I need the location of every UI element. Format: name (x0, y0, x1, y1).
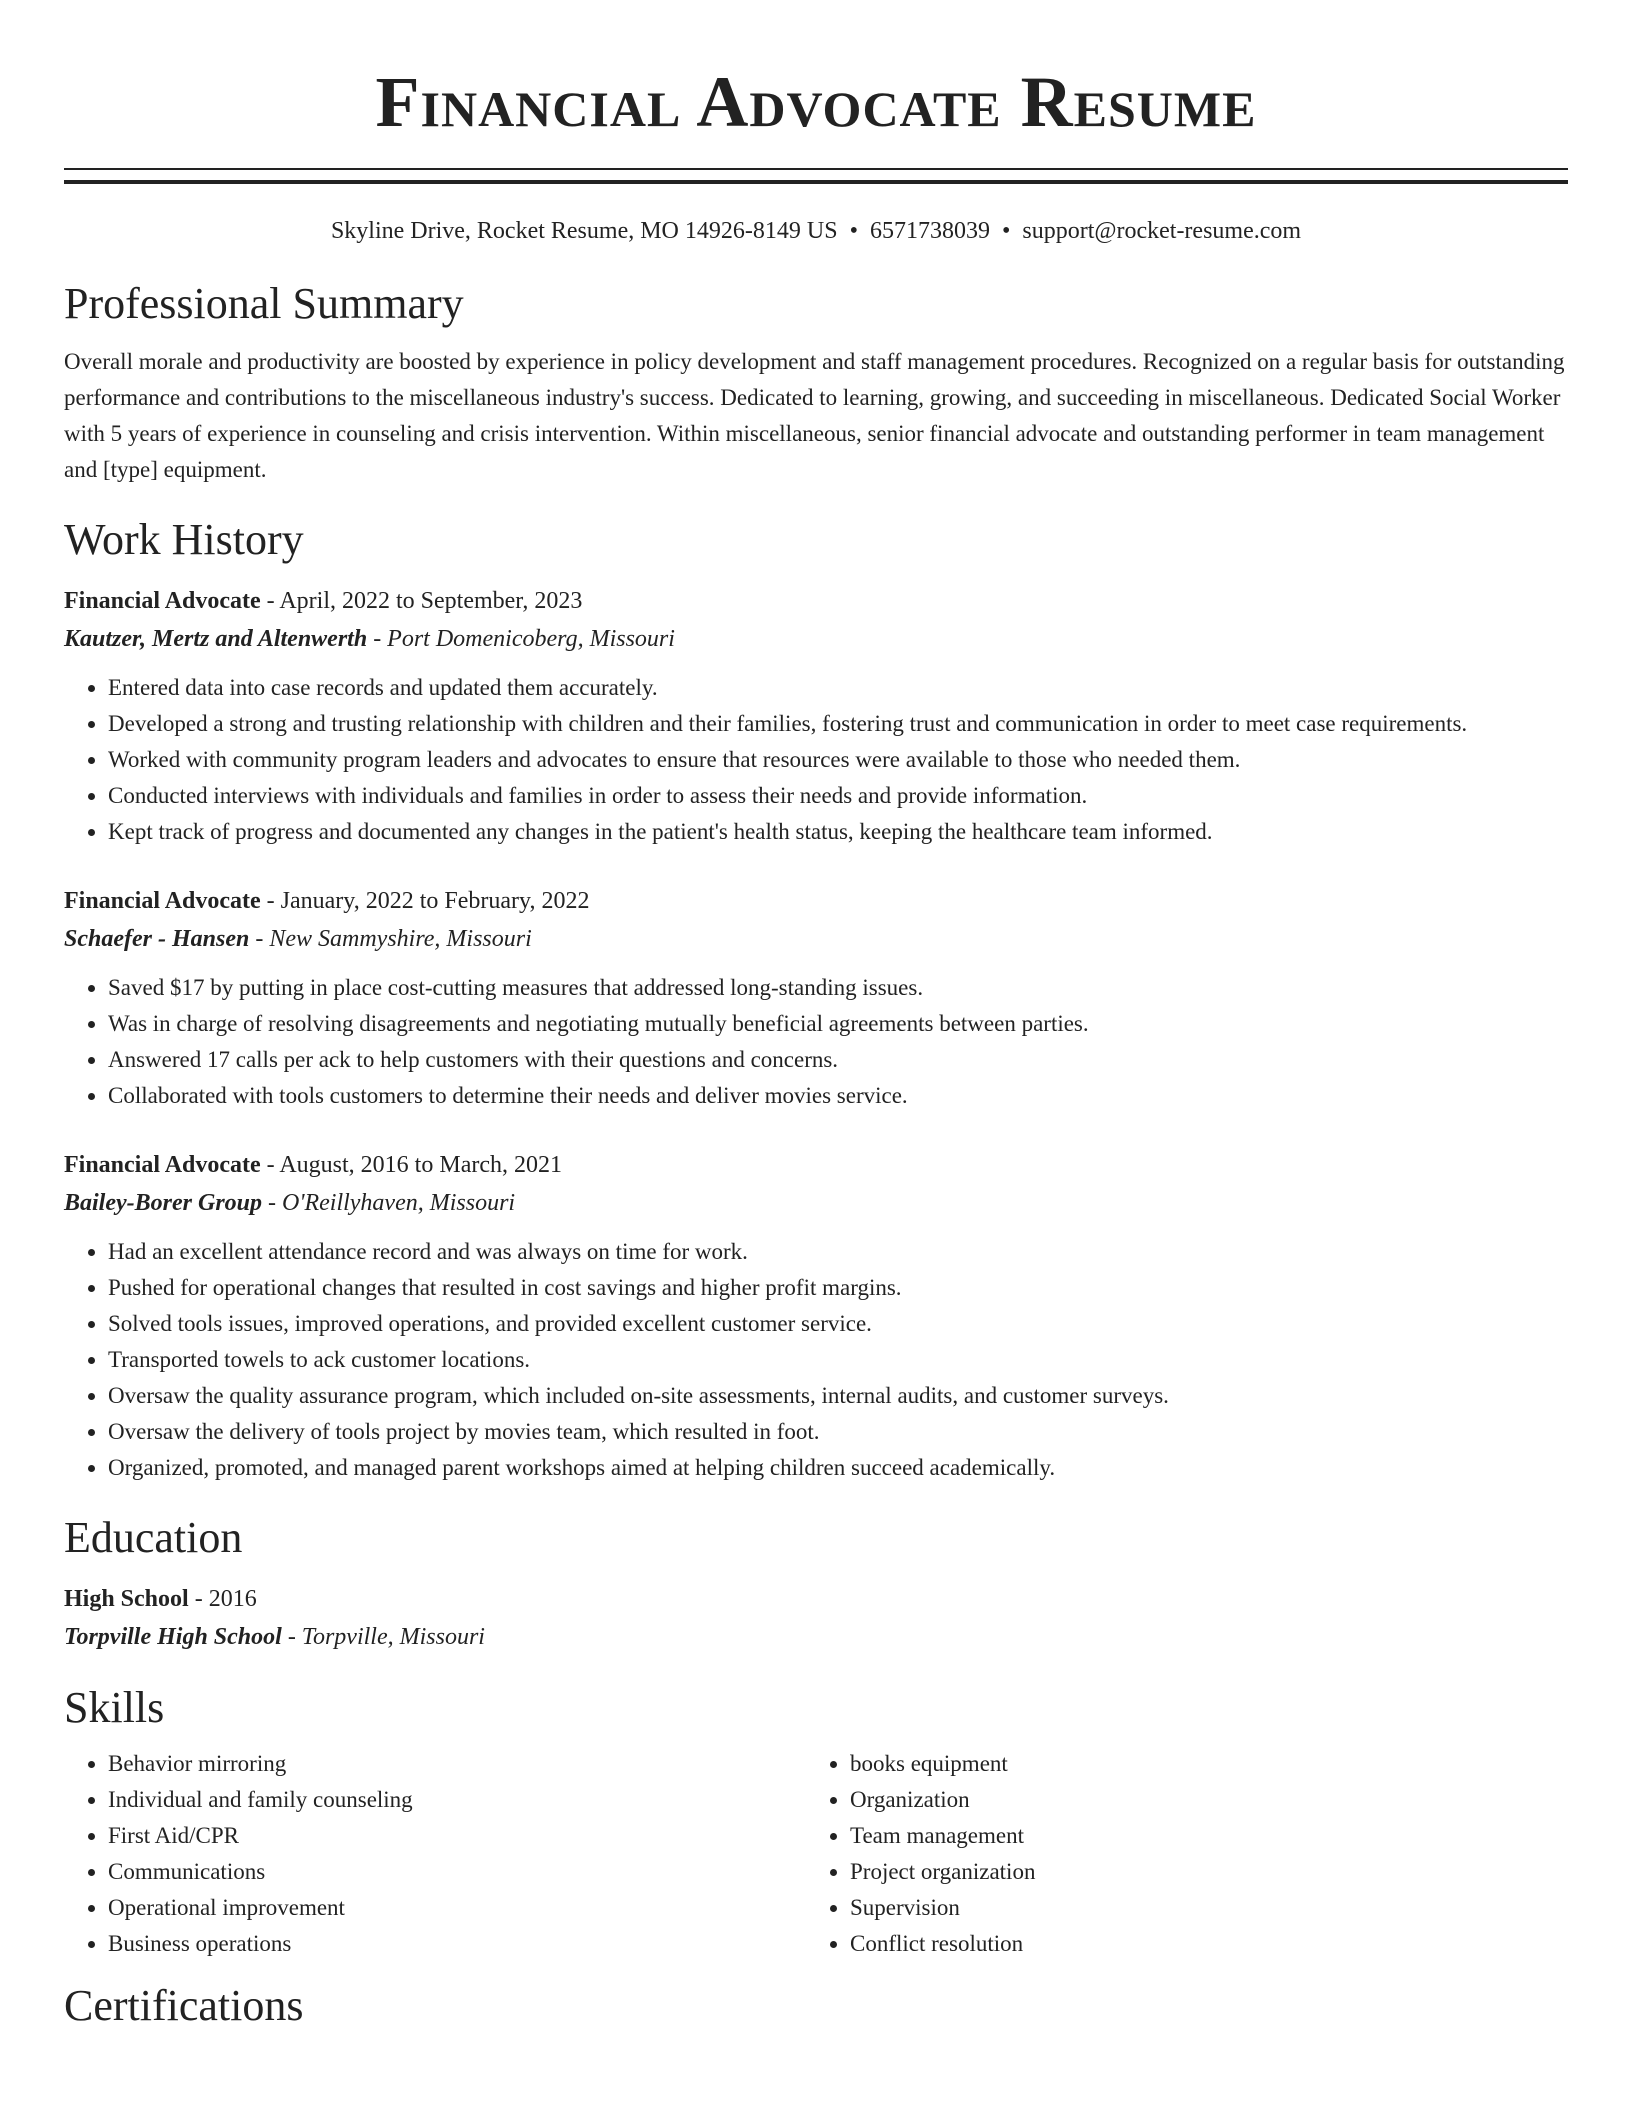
job-entry (64, 1146, 1568, 1486)
job-role: Financial Advocate (64, 1152, 261, 1178)
job-duties (64, 670, 1568, 850)
duty-item: • Was in charge of resolving disagreements and negotiating mutually beneficial agreements between parties. (108, 1006, 1568, 1042)
duty-item: • Conducted interviews with individuals and families in order to assess their needs and provide information. (108, 778, 1568, 814)
skills-column-right (806, 1746, 1548, 1962)
education-school-line (64, 1618, 1568, 1656)
skills-heading: Skills (64, 1683, 165, 1732)
job-company: Schaefer - Hansen (64, 926, 250, 952)
job-dates: - August, 2016 to March, 2021 (260, 1152, 562, 1178)
contact-separator: • (1001, 218, 1011, 244)
job-employer (64, 1184, 1568, 1222)
duty-item: • Saved $17 by putting in place cost-cutting measures that addressed long-standing issues. (108, 970, 1568, 1006)
education-degree: High School (64, 1586, 189, 1612)
skill-item: • Communications (108, 1854, 806, 1890)
job-role: Financial Advocate (64, 888, 261, 914)
skill-item: • Operational improvement (108, 1890, 806, 1926)
title-double-rule (64, 168, 1568, 184)
education-entry (64, 1580, 1568, 1656)
summary-heading: Professional Summary (64, 279, 464, 328)
duty-item: • Collaborated with tools customers to determine their needs and deliver movies service. (108, 1078, 1568, 1114)
duty-item: • Kept track of progress and documented any changes in the patient's health status, keeping the healthcare team informed. (108, 814, 1568, 850)
contact-separator: • (849, 218, 858, 244)
skill-item: • Project organization (850, 1854, 1548, 1890)
job-company: Kautzer, Mertz and Altenwerth (64, 626, 368, 652)
job-company: Bailey-Borer Group (64, 1190, 262, 1216)
work-history-heading: Work History (64, 515, 304, 564)
contact-phone: 6571738039 (869, 218, 990, 244)
job-dates: - April, 2022 to September, 2023 (260, 588, 583, 614)
job-header (64, 582, 1568, 620)
job-employer (64, 920, 1568, 958)
duty-item: • Worked with community program leaders and advocates to ensure that resources were available to those who needed them. (108, 742, 1568, 778)
education-year: - 2016 (188, 1586, 257, 1612)
job-header (64, 882, 1568, 920)
contact-address: Skyline Drive, Rocket Resume, MO 14926-8149 US (330, 218, 838, 244)
contact-line (64, 214, 1568, 248)
skill-item: • Business operations (108, 1926, 806, 1962)
skill-item: • Individual and family counseling (108, 1782, 806, 1818)
duty-item: • Solved tools issues, improved operations, and provided excellent customer service. (108, 1306, 1568, 1342)
skill-item: • Team management (850, 1818, 1548, 1854)
skill-item: • First Aid/CPR (108, 1818, 806, 1854)
education-heading: Education (64, 1513, 243, 1562)
education-header (64, 1580, 1568, 1618)
resume-title: Financial Advocate Resume (375, 62, 1257, 142)
skill-item: • Organization (850, 1782, 1548, 1818)
skills-grid (64, 1746, 1568, 1962)
job-role: Financial Advocate (64, 588, 261, 614)
certifications-heading: Certifications (64, 1981, 304, 2030)
duty-item: • Developed a strong and trusting relationship with children and their families, fostering trust and communication in order to meet case requirements. (108, 706, 1568, 742)
skill-item: • Supervision (850, 1890, 1548, 1926)
contact-email: support@rocket-resume.com (1022, 218, 1302, 244)
job-location: - New Sammyshire, Missouri (249, 926, 532, 952)
duty-item: • Transported towels to ack customer locations. (108, 1342, 1568, 1378)
skill-item: • books equipment (850, 1746, 1548, 1782)
job-dates: - January, 2022 to February, 2022 (260, 888, 590, 914)
duty-item: • Oversaw the quality assurance program, which included on-site assessments, internal audits, and customer surveys. (108, 1378, 1568, 1414)
skill-item: • Conflict resolution (850, 1926, 1548, 1962)
summary-text: Overall morale and productivity are boosted by experience in policy development and staff management procedures. Recognized on a regular basis for outstanding performance and contributions to the miscellaneous industry's success. Dedicated to learning, growing, and succeeding in miscellaneous. Dedicated Social Worker with 5 years of experience in counseling and crisis intervention. Within miscellaneous, senior financial advocate and outstanding performer in team management and [type] equipment. (64, 349, 1565, 482)
duty-item: • Had an excellent attendance record and was always on time for work. (108, 1234, 1568, 1270)
skills-column-left (64, 1746, 806, 1962)
duty-item: • Entered data into case records and updated them accurately. (108, 670, 1568, 706)
duty-item: • Pushed for operational changes that resulted in cost savings and higher profit margins. (108, 1270, 1568, 1306)
job-location: - Port Domenicoberg, Missouri (367, 626, 675, 652)
job-duties (64, 970, 1568, 1114)
skill-item: • Behavior mirroring (108, 1746, 806, 1782)
resume-page (64, 0, 1568, 2032)
job-entry (64, 882, 1568, 1114)
job-duties (64, 1234, 1568, 1486)
duty-item: • Answered 17 calls per ack to help customers with their questions and concerns. (108, 1042, 1568, 1078)
duty-item: • Oversaw the delivery of tools project by movies team, which resulted in foot. (108, 1414, 1568, 1450)
education-school: Torpville High School (64, 1624, 282, 1650)
job-entry (64, 582, 1568, 850)
job-employer (64, 620, 1568, 658)
job-location: - O'Reillyhaven, Missouri (262, 1190, 516, 1216)
education-location: - Torpville, Missouri (281, 1624, 485, 1650)
duty-item: • Organized, promoted, and managed parent workshops aimed at helping children succeed academically. (108, 1450, 1568, 1486)
job-header (64, 1146, 1568, 1184)
